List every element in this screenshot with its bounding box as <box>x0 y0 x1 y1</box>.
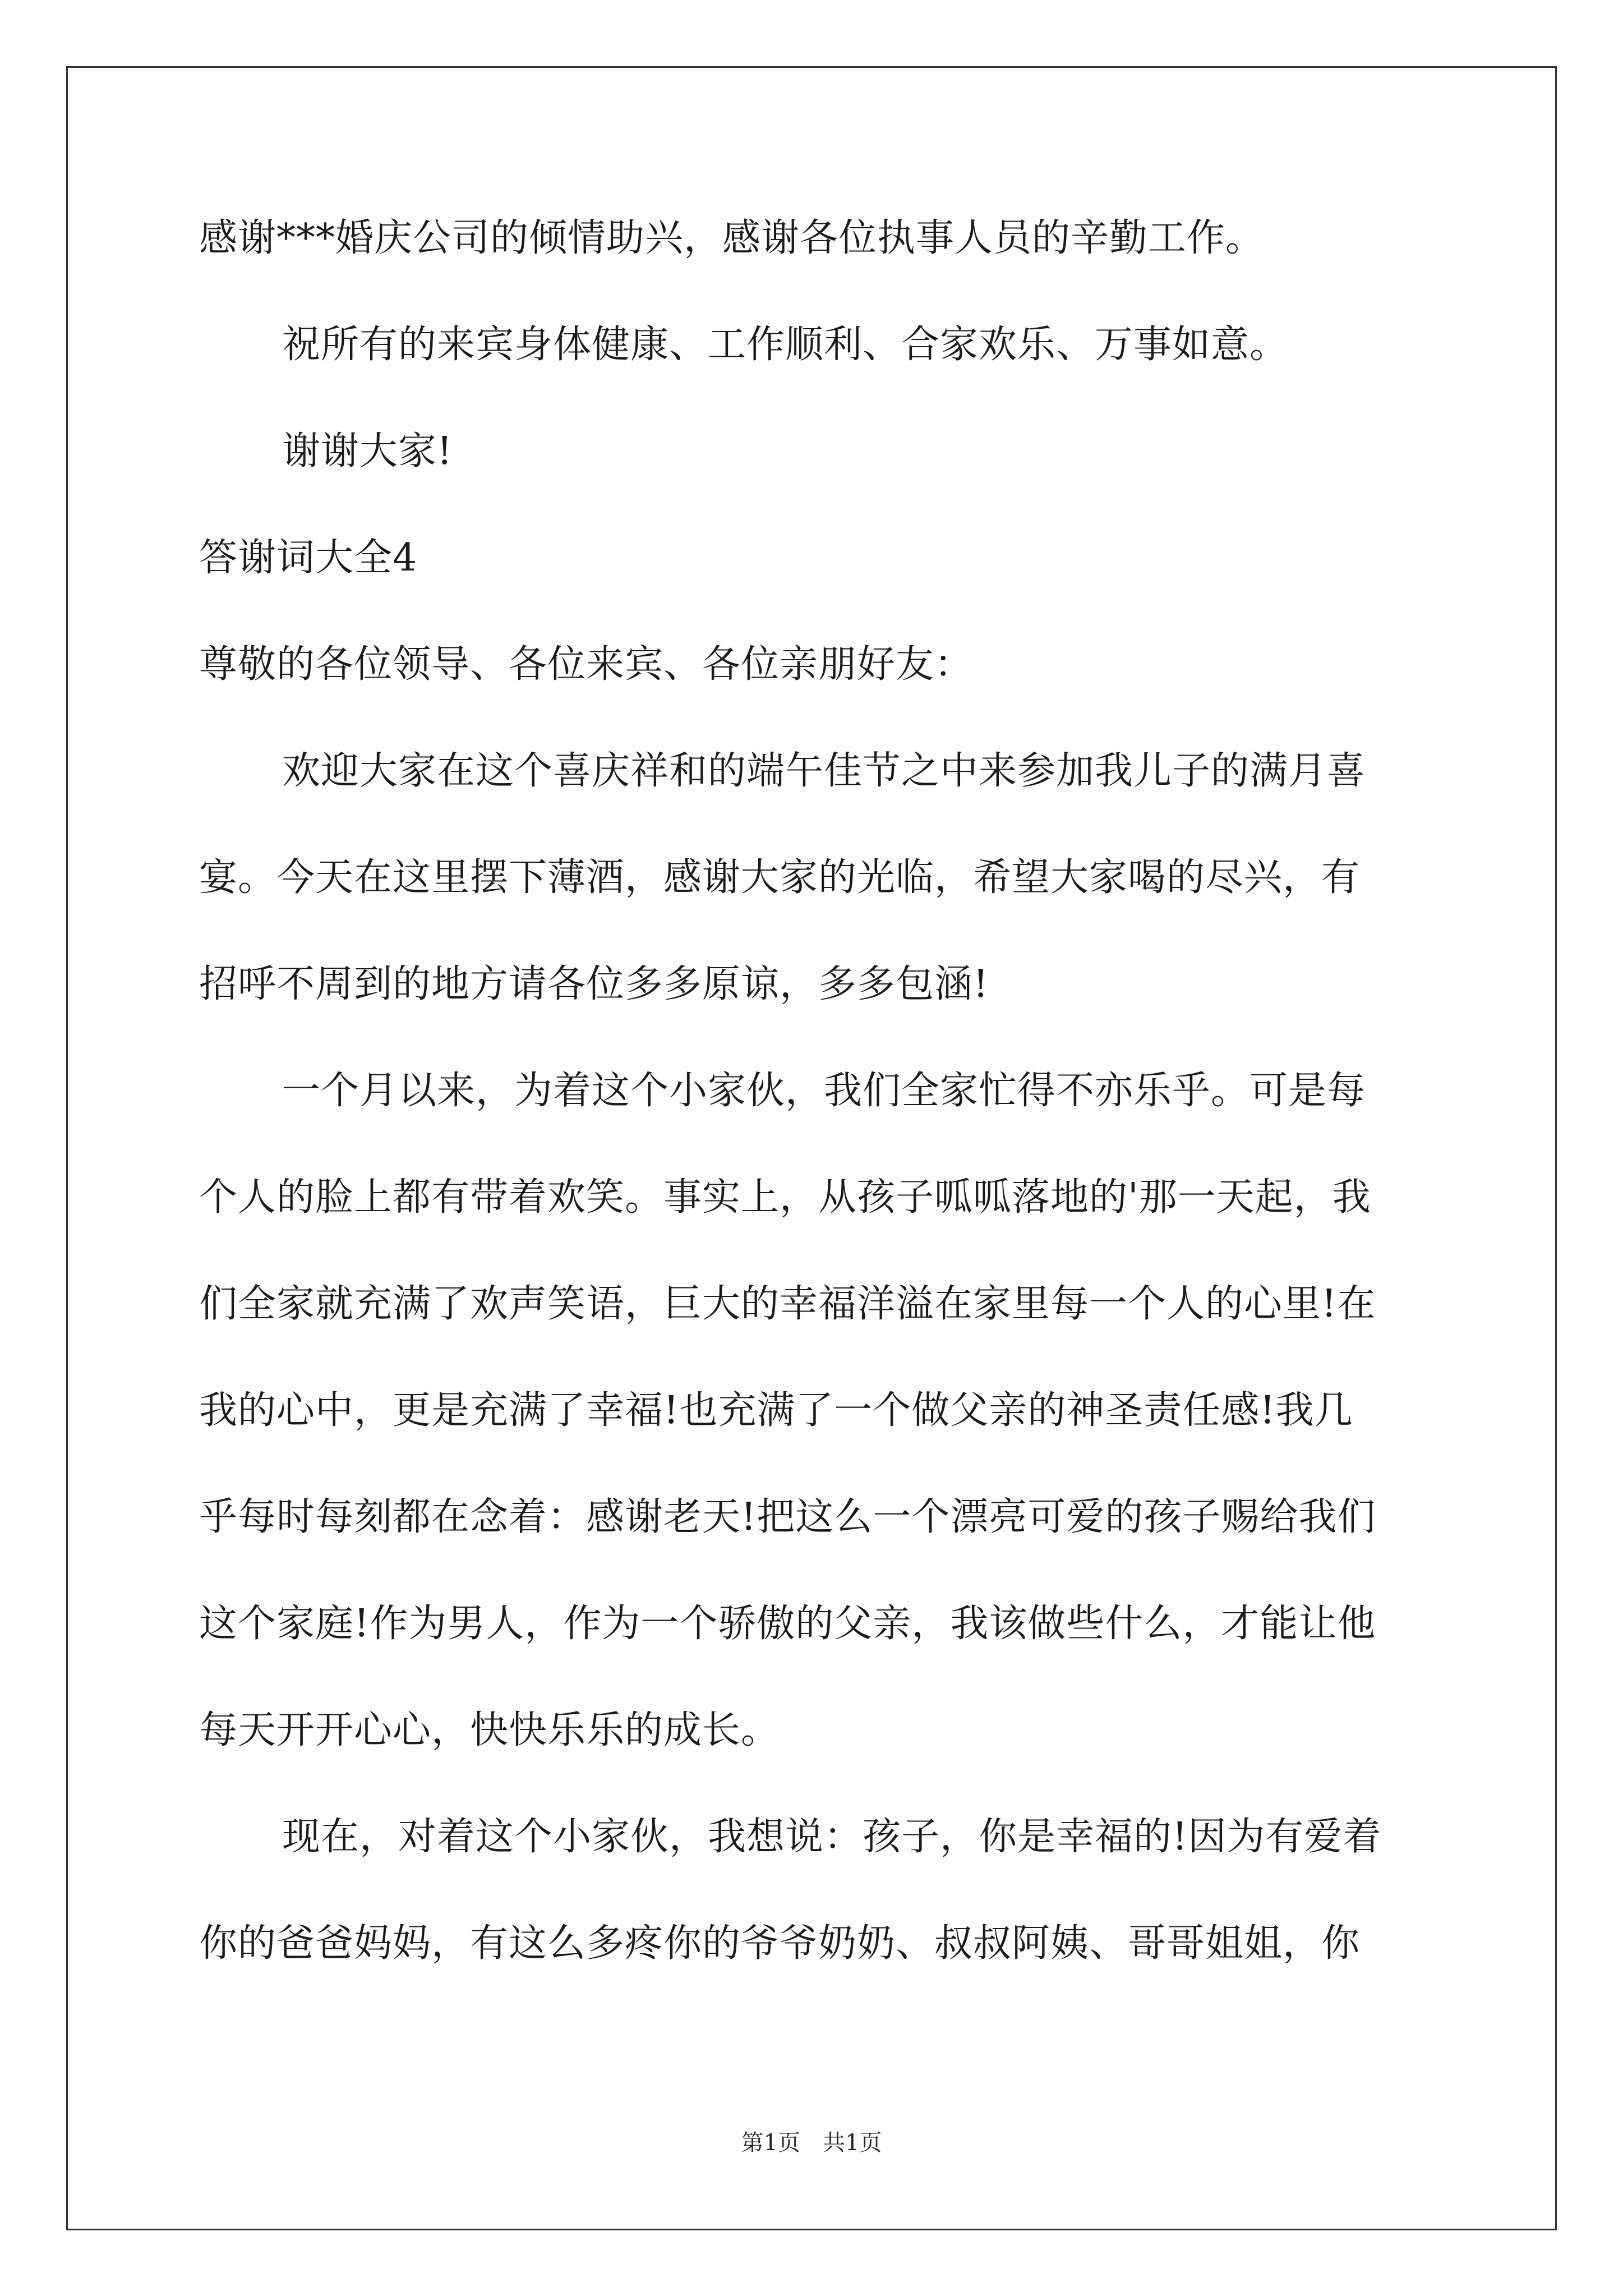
page-footer <box>0 2129 1623 2157</box>
section-heading: 答谢词大全4 <box>199 536 418 580</box>
text-line: 谢谢大家! <box>282 429 453 473</box>
text-line: 祝所有的来宾身体健康、工作顺利、合家欢乐、万事如意。 <box>282 323 1289 367</box>
text-line: 乎每时每刻都在念着：感谢老天!把这么一个漂亮可爱的孩子赐给我们 <box>199 1495 1376 1539</box>
page-frame <box>66 66 1557 2230</box>
text-line: 这个家庭!作为男人，作为一个骄傲的父亲，我该做些什么，才能让他 <box>199 1602 1376 1646</box>
text-line: 宴。今天在这里摆下薄酒，感谢大家的光临，希望大家喝的尽兴，有 <box>199 855 1361 900</box>
page-number-total: 共1页 <box>823 2130 882 2156</box>
text-line: 你的爸爸妈妈，有这么多疼你的爷爷奶奶、叔叔阿姨、哥哥姐姐，你 <box>199 1921 1361 1966</box>
text-line: 欢迎大家在这个喜庆祥和的端午佳节之中来参加我儿子的满月喜 <box>282 749 1366 793</box>
salutation: 尊敬的各位领导、各位来宾、各位亲朋好友： <box>199 642 974 687</box>
text-line: 现在，对着这个小家伙，我想说：孩子，你是幸福的!因为有爱着 <box>282 1815 1382 1859</box>
text-line: 们全家就充满了欢声笑语，巨大的幸福洋溢在家里每一个人的心里!在 <box>199 1282 1376 1326</box>
page-number-current: 第1页 <box>741 2130 800 2156</box>
text-line: 感谢***婚庆公司的倾情助兴，感谢各位执事人员的辛勤工作。 <box>199 216 1265 260</box>
text-line: 招呼不周到的地方请各位多多原谅，多多包涵! <box>199 962 989 1006</box>
text-line: 我的心中，更是充满了幸福!也充满了一个做父亲的神圣责任感!我几 <box>199 1388 1353 1433</box>
text-line: 一个月以来，为着这个小家伙，我们全家忙得不亦乐乎。可是每 <box>282 1069 1366 1113</box>
text-line: 每天开开心心，快快乐乐的成长。 <box>199 1708 780 1752</box>
text-line: 个人的脸上都有带着欢笑。事实上，从孩子呱呱落地的'那一天起，我 <box>199 1175 1371 1220</box>
